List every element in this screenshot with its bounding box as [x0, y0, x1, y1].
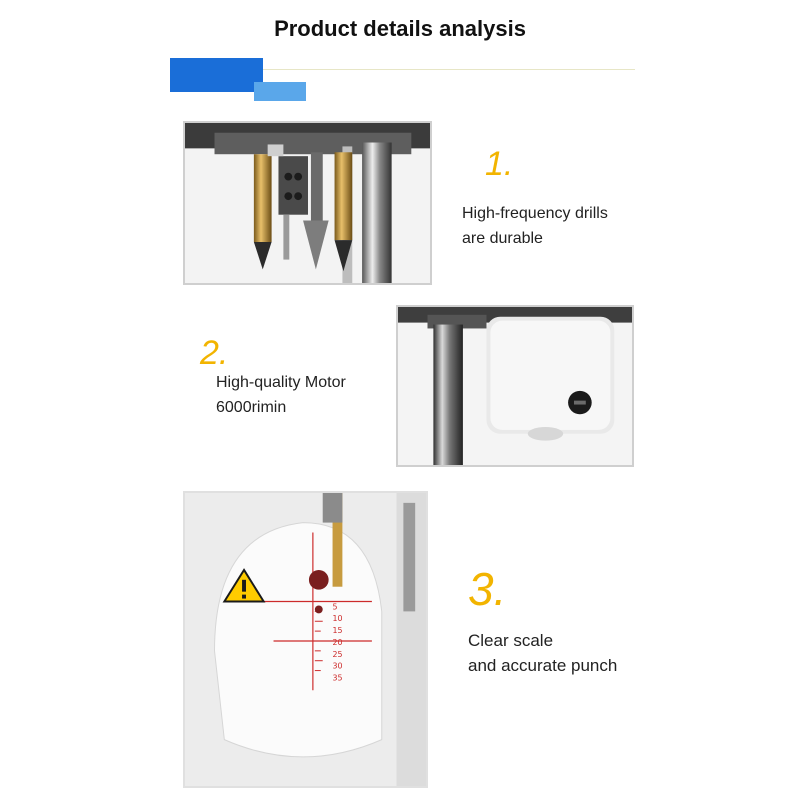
accent-bar-small — [254, 82, 306, 101]
page-title: Product details analysis — [274, 16, 526, 41]
feature-line-2b: 6000rimin — [216, 399, 287, 416]
divider-line — [263, 69, 635, 70]
scale-mark-1: 5 — [332, 602, 338, 612]
scale-mark-5: 25 — [332, 649, 343, 659]
feature-description-3 — [468, 628, 617, 678]
drill-bits-photo — [183, 121, 432, 285]
feature-line-1a: High-frequency drills — [462, 205, 608, 222]
feature-line-3b: and accurate punch — [468, 656, 618, 675]
feature-line-1b: are durable — [462, 230, 543, 247]
feature-number-3: 3. — [468, 563, 507, 615]
motor-housing-photo — [396, 305, 634, 467]
feature-number-1: 1. — [485, 145, 514, 183]
scale-mark-7: 35 — [332, 673, 343, 683]
accent-bar — [170, 58, 263, 92]
scale-mark-4: 20 — [332, 637, 343, 647]
feature-description-1 — [462, 201, 608, 251]
measuring-scale-photo — [183, 491, 428, 788]
feature-line-2a: High-quality Motor — [216, 374, 346, 391]
scale-mark-3: 15 — [332, 626, 343, 636]
scale-mark-6: 30 — [332, 661, 343, 671]
scale-mark-2: 10 — [332, 614, 343, 624]
feature-description-2 — [216, 370, 346, 420]
feature-line-3a: Clear scale — [468, 631, 554, 650]
feature-number-2: 2. — [200, 334, 229, 372]
